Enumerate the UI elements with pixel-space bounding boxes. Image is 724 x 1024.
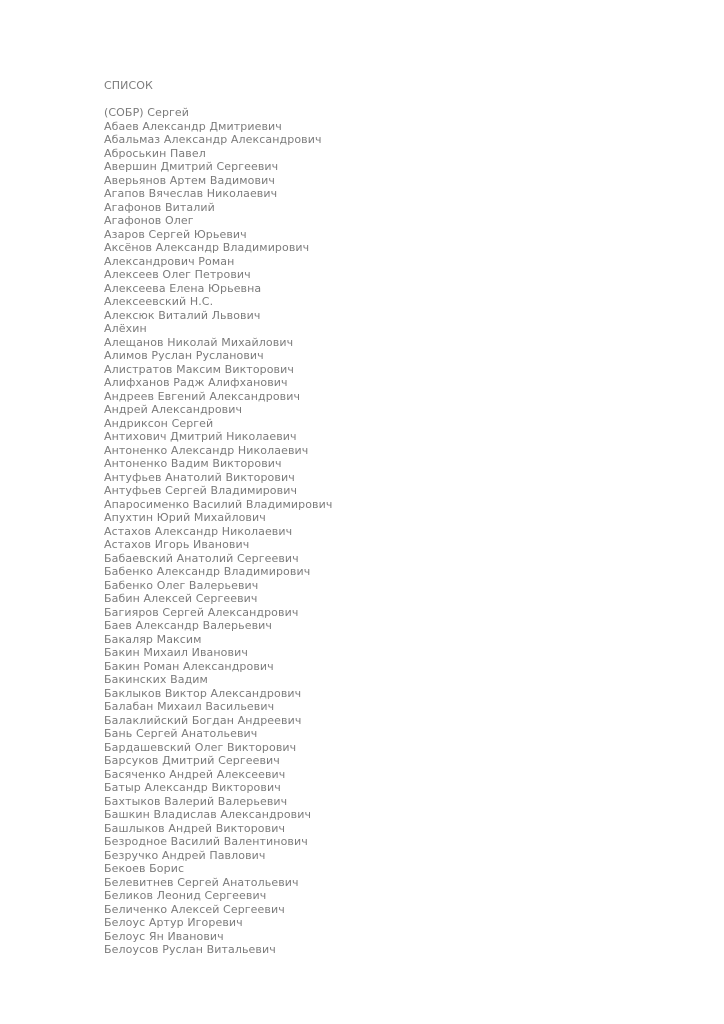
list-item: Башлыков Андрей Викторович	[104, 821, 286, 835]
list-item: Батыр Александр Викторович	[104, 781, 281, 794]
list-item: Антихович Дмитрий Николаевич	[104, 430, 297, 443]
list-item: Абальмаз Александр Александрович	[104, 133, 322, 146]
list-item: Апухтин Юрий Михайлович	[104, 511, 266, 524]
list-item: Баклыков Виктор Александрович	[104, 686, 302, 700]
list-item: Алексеевский Н.С.	[104, 295, 214, 308]
list-item: Андриксон Сергей	[104, 416, 214, 430]
list-item: Белоусов Руслан Витальевич	[104, 943, 276, 956]
list-item: Азаров Сергей Юрьевич	[104, 227, 247, 241]
list-item: Бардашевский Олег Викторович	[104, 740, 297, 754]
list-item: Белоус Ян Иванович	[104, 929, 224, 943]
list-item: Алифханов Радж Алифханович	[104, 376, 288, 389]
list-item: (СОБР) Сергей	[104, 106, 190, 119]
list-item: Агапов Вячеслав Николаевич	[104, 187, 278, 200]
list-item: Бабаевский Анатолий Сергеевич	[104, 551, 299, 565]
list-item: Бабин Алексей Сергеевич	[104, 592, 258, 605]
document-content	[104, 79, 332, 957]
list-item: Белевитнев Сергей Анатольевич	[104, 875, 299, 889]
list-item: Антоненко Александр Николаевич	[104, 443, 309, 457]
list-item: Антуфьев Сергей Владимирович	[104, 484, 298, 497]
list-item: Аверьянов Артем Вадимович	[104, 173, 275, 187]
list-item: Бабенко Александр Владимирович	[104, 565, 311, 578]
list-item: Абаев Александр Дмитриевич	[104, 119, 282, 133]
list-item: Балаклийский Богдан Андреевич	[104, 713, 302, 727]
list-item: Андрей Александрович	[104, 403, 243, 416]
list-item: Бакин Роман Александрович	[104, 659, 274, 673]
list-item: Алексеева Елена Юрьевна	[104, 281, 262, 295]
list-item: Алистратов Максим Викторович	[104, 362, 294, 376]
list-item: Агафонов Олег	[104, 214, 194, 227]
list-item: Балабан Михаил Васильевич	[104, 700, 275, 713]
list-item: Безродное Василий Валентинович	[104, 835, 308, 848]
list-item: Бакин Михаил Иванович	[104, 646, 248, 659]
list-item: Безручко Андрей Павлович	[104, 848, 266, 862]
list-item: Антуфьев Анатолий Викторович	[104, 470, 295, 484]
list-item: Барсуков Дмитрий Сергеевич	[104, 754, 280, 767]
list-item: Алёхин	[104, 322, 147, 335]
list-item: Александрович Роман	[104, 254, 235, 268]
list-item: Бекоев Борис	[104, 862, 185, 875]
list-item: Белоус Артур Игоревич	[104, 916, 243, 929]
list-item: Андреев Евгений Александрович	[104, 389, 301, 403]
list-item: Бань Сергей Анатольевич	[104, 727, 258, 740]
name-list	[104, 106, 332, 957]
list-item: Беличенко Алексей Сергеевич	[104, 902, 285, 916]
list-item: Бакаляр Максим	[104, 632, 202, 646]
list-item: Беликов Леонид Сергеевич	[104, 889, 267, 902]
list-item: Апаросименко Василий Владимирович	[104, 497, 333, 511]
list-item: Багияров Сергей Александрович	[104, 605, 299, 619]
list-item: Алимов Руслан Русланович	[104, 349, 264, 362]
list-item: Авершин Дмитрий Сергеевич	[104, 160, 279, 173]
list-item: Агафонов Виталий	[104, 200, 215, 214]
list-item: Алексюк Виталий Львович	[104, 308, 261, 322]
list-item: Алексеев Олег Петрович	[104, 268, 251, 281]
page-title: СПИСОК	[104, 79, 153, 92]
list-item: Антоненко Вадим Викторович	[104, 457, 282, 470]
list-item: Бакинских Вадим	[104, 673, 208, 686]
list-item: Бабенко Олег Валерьевич	[104, 578, 259, 592]
list-item: Басяченко Андрей Алексеевич	[104, 767, 286, 781]
list-item: Аксёнов Александр Владимирович	[104, 241, 310, 254]
blank-line	[104, 93, 332, 107]
list-item: Башкин Владислав Александрович	[104, 808, 312, 821]
list-item: Бахтыков Валерий Валерьевич	[104, 794, 288, 808]
list-item: Астахов Александр Николаевич	[104, 524, 293, 538]
list-item: Баев Александр Валерьевич	[104, 619, 273, 632]
list-item: Астахов Игорь Иванович	[104, 538, 250, 551]
list-item: Аброськин Павел	[104, 146, 206, 160]
list-item: Алещанов Николай Михайлович	[104, 335, 294, 349]
